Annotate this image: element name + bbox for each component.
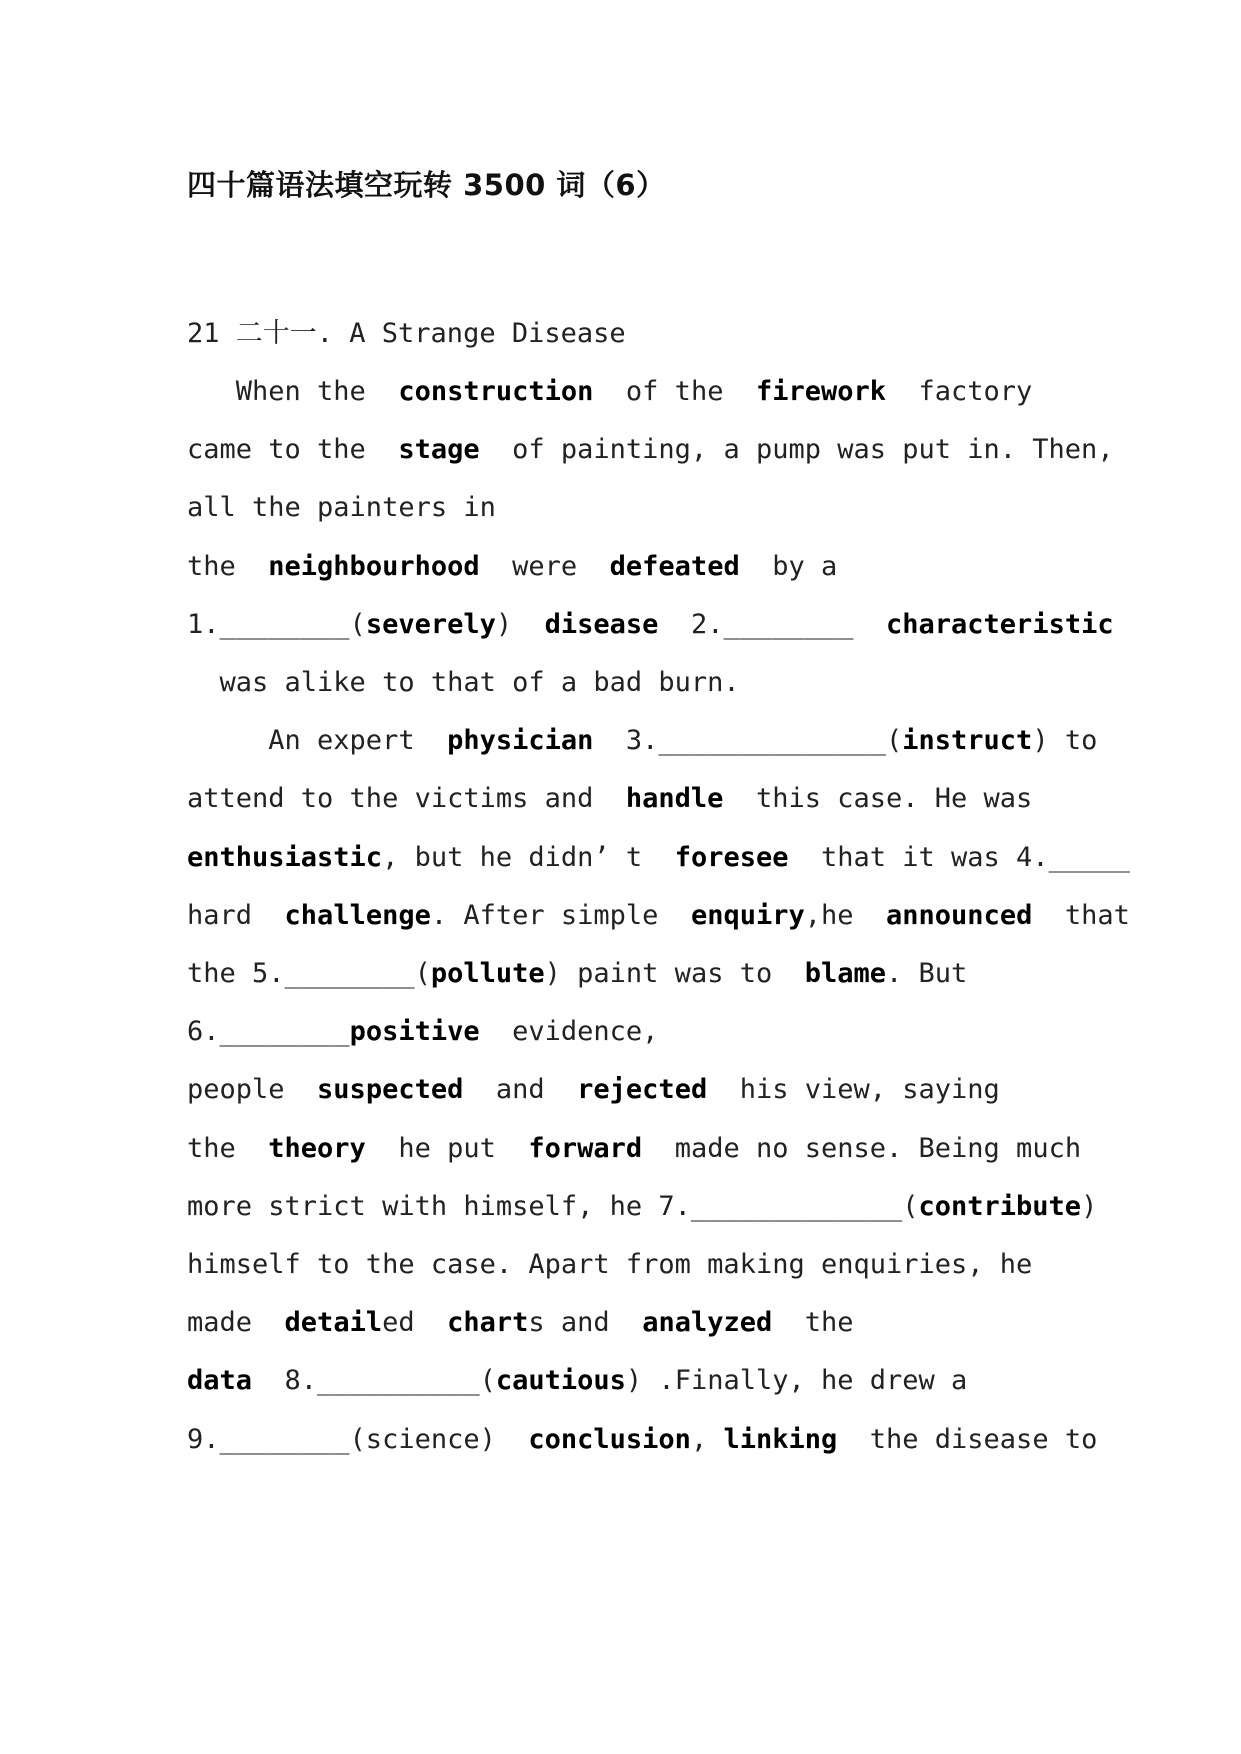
passage-text: the 5.________( xyxy=(187,958,431,989)
passage-text: made xyxy=(187,1307,285,1339)
section-heading: 21 二十一. A Strange Disease xyxy=(187,318,626,349)
vocab-word: stage xyxy=(398,434,480,466)
passage-text: of painting, a pump was put in. Then, xyxy=(479,434,1114,466)
passage-text: that it was 4._____ xyxy=(788,841,1130,873)
passage-text: . After simple xyxy=(430,899,691,931)
vocab-word: theory xyxy=(268,1132,366,1164)
vocab-word: data xyxy=(187,1365,253,1397)
passage-text: ) to xyxy=(1032,725,1098,757)
passage-line xyxy=(187,1363,967,1399)
vocab-word: physician xyxy=(447,725,594,757)
vocab-word: severely xyxy=(365,608,496,640)
passage-text: all the painters in xyxy=(187,492,496,524)
passage-line xyxy=(187,1131,1081,1167)
passage-text: . But xyxy=(886,958,968,989)
passage-line xyxy=(187,723,1097,759)
passage-text: 2.________ xyxy=(658,608,887,640)
passage-text: people xyxy=(187,1074,318,1106)
passage-text: more strict with himself, he 7._____________( xyxy=(187,1190,919,1222)
passage-text: was alike to that of a bad burn. xyxy=(187,667,740,698)
passage-line xyxy=(187,1247,1032,1283)
passage-text: that xyxy=(1032,899,1130,931)
passage-text: he put xyxy=(365,1132,529,1164)
passage-text: 1.________( xyxy=(187,608,366,640)
passage-text: , xyxy=(690,1423,724,1455)
vocab-word: cautious xyxy=(495,1365,626,1397)
passage-text: attend to the victims and xyxy=(187,783,626,815)
vocab-word: conclusion xyxy=(528,1423,691,1455)
vocab-word: linking xyxy=(723,1423,838,1455)
vocab-word: disease xyxy=(544,608,659,640)
passage-text: An expert xyxy=(187,725,448,757)
passage-text: himself to the case. Apart from making enquiries, he xyxy=(187,1249,1033,1280)
vocab-word: foresee xyxy=(674,841,789,873)
passage-line xyxy=(187,490,496,526)
document-title: 四十篇语法填空玩转 3500 词（6） xyxy=(187,168,666,202)
passage-text: this case. He was xyxy=(723,783,1033,815)
passage-line xyxy=(187,374,1032,410)
vocab-word: suspected xyxy=(317,1074,464,1106)
passage-text: the xyxy=(187,550,269,582)
passage-text: and xyxy=(463,1074,578,1106)
passage-line xyxy=(187,840,1130,876)
passage-text: ) paint was to xyxy=(544,958,805,989)
passage-text: ed xyxy=(382,1307,448,1339)
passage-line xyxy=(187,956,967,992)
passage-text: 9.________(science) xyxy=(187,1423,529,1455)
passage-line xyxy=(187,607,1114,643)
vocab-word: rejected xyxy=(577,1074,708,1106)
passage-text: ) .Finally, he drew a xyxy=(625,1365,968,1397)
vocab-word: chart xyxy=(447,1307,529,1339)
passage-line xyxy=(187,1305,854,1341)
vocab-word: analyzed xyxy=(642,1307,773,1339)
vocab-word: enquiry xyxy=(690,899,805,931)
vocab-word: positive xyxy=(349,1016,480,1048)
vocab-word: forward xyxy=(528,1132,643,1164)
passage-text: evidence, xyxy=(479,1016,659,1048)
passage-text: his view, saying xyxy=(707,1074,1000,1106)
vocab-word: detail xyxy=(284,1307,383,1339)
vocab-word: contribute xyxy=(918,1190,1082,1222)
passage-text: the xyxy=(187,1132,269,1164)
passage-text: 3.______________( xyxy=(593,725,903,757)
passage-text: hard xyxy=(187,899,285,931)
passage-line xyxy=(187,781,1032,817)
passage-text: ) xyxy=(1081,1190,1098,1222)
passage-text: ,he xyxy=(804,899,887,931)
passage-line xyxy=(187,1072,1000,1108)
vocab-word: pollute xyxy=(430,958,545,989)
vocab-word: challenge xyxy=(284,899,431,931)
passage-text: of the xyxy=(593,376,756,407)
passage-text: , but he didn’ t xyxy=(382,841,675,873)
passage-text: factory xyxy=(886,376,1033,407)
passage-text: were xyxy=(479,550,610,582)
passage-line xyxy=(187,1014,658,1050)
passage-text: When the xyxy=(187,376,399,407)
vocab-word: firework xyxy=(755,376,887,407)
vocab-word: defeated xyxy=(609,550,740,582)
passage-text: came to the xyxy=(187,434,399,466)
passage-line xyxy=(187,432,1114,468)
passage-text: s and xyxy=(528,1307,643,1339)
passage-text: by a xyxy=(739,550,838,582)
passage-line xyxy=(187,665,740,701)
vocab-word: handle xyxy=(625,783,724,815)
passage-line xyxy=(187,1189,1097,1225)
passage-text: 8.__________( xyxy=(252,1365,496,1397)
vocab-word: blame xyxy=(804,958,887,989)
passage-text: the xyxy=(772,1307,854,1339)
passage-text: ) xyxy=(495,608,545,640)
passage-text: made no sense. Being much xyxy=(642,1132,1082,1164)
passage-line xyxy=(187,1422,1097,1458)
vocab-word: instruct xyxy=(902,725,1033,757)
vocab-word: neighbourhood xyxy=(268,550,480,582)
vocab-word: enthusiastic xyxy=(187,841,383,873)
vocab-word: announced xyxy=(886,899,1033,931)
vocab-word: characteristic xyxy=(886,608,1114,640)
passage-line xyxy=(187,549,837,585)
passage-text: the disease to xyxy=(837,1423,1098,1455)
passage-text: 6.________ xyxy=(187,1016,350,1048)
passage-line xyxy=(187,898,1130,934)
vocab-word: construction xyxy=(398,376,594,407)
